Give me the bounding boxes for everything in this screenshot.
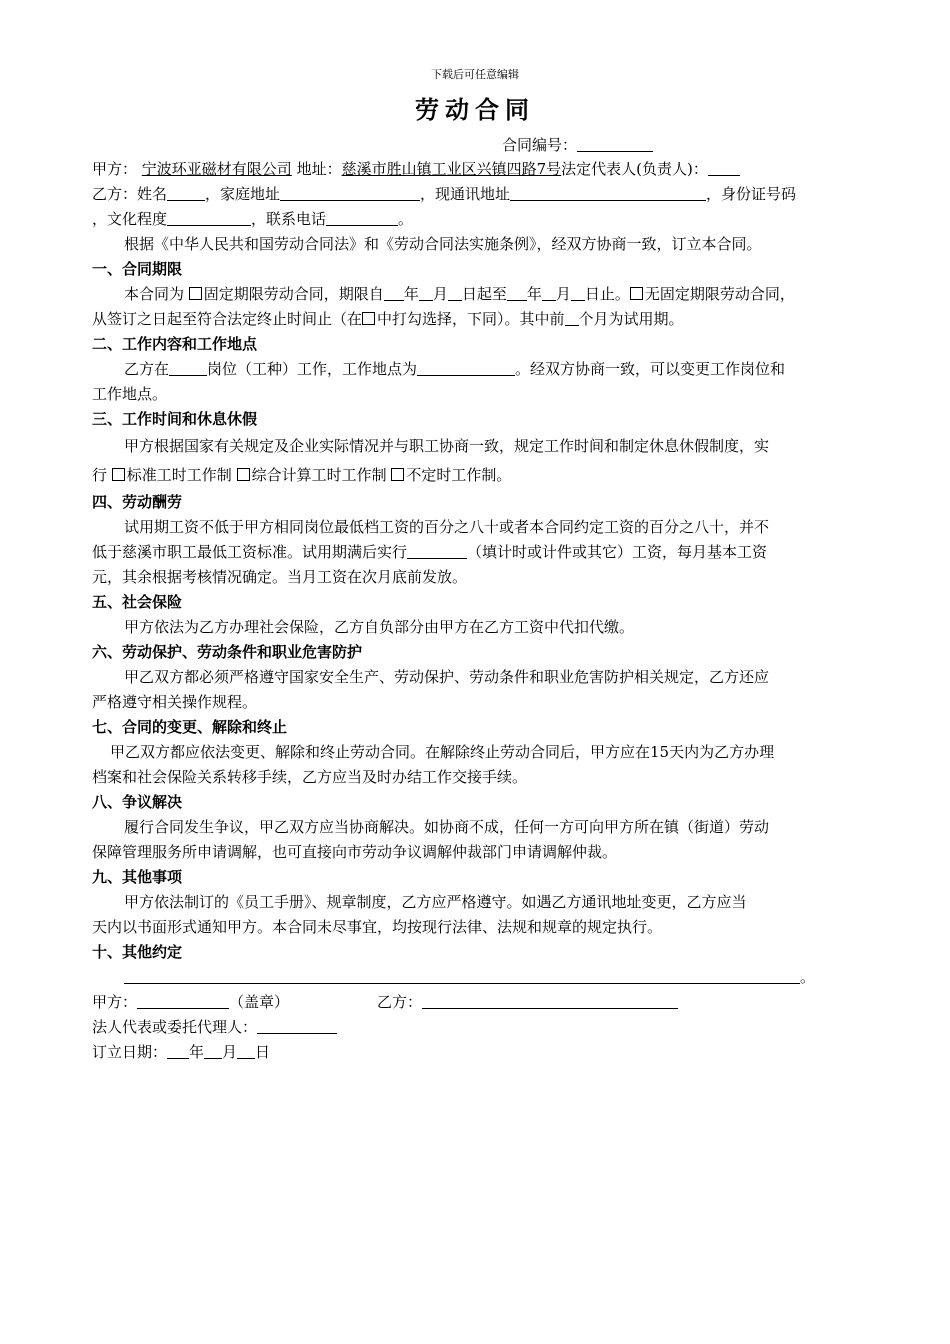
text: 。 <box>800 968 816 986</box>
text: 无固定期限劳动合同， <box>644 285 795 303</box>
section-2-line-1 <box>92 357 862 382</box>
blank <box>542 284 556 301</box>
blank <box>237 1042 255 1059</box>
text: 中打勾选择，下同）。其中前 <box>377 310 565 328</box>
comprehensive-hours-checkbox[interactable] <box>237 468 250 481</box>
text: 月 <box>555 285 571 303</box>
party-b-sign-blank <box>422 992 678 1009</box>
standard-hours-checkbox[interactable] <box>112 468 125 481</box>
text: （填计时或计件或其它）工资，每月基本工资 <box>467 543 768 561</box>
blank <box>407 542 467 559</box>
section-7-title: 七、合同的变更、解除和终止 <box>92 718 288 736</box>
section-7-line-2: 档案和社会保险关系转移手续，乙方应当及时办结工作交接手续。 <box>92 768 528 786</box>
text: 固定期限劳动合同，期限自 <box>203 285 384 303</box>
section-8-line-2: 保障管理服务所申请调解，也可直接向市劳动争议调解仲裁部门申请调解仲裁。 <box>92 843 618 861</box>
section-4-line-2 <box>92 540 862 565</box>
party-a-label: 甲方： <box>92 160 138 178</box>
checkbox-example-icon <box>362 312 375 325</box>
section-9-line-2: 天内以书面形式通知甲方。本合同未尽事宜，均按现行法律、法规和规章的规定执行。 <box>92 918 663 936</box>
flexible-hours-checkbox[interactable] <box>391 468 404 481</box>
intro-paragraph: 根据《中华人民共和国劳动合同法》和《劳动合同法实施条例》，经双方协商一致，订立本合同。 <box>124 235 762 253</box>
party-a-company: 宁波环亚磁材有限公司 <box>141 160 292 178</box>
seal-label: （盖章） <box>229 993 290 1011</box>
text: 个月为试用期。 <box>578 310 684 328</box>
blank <box>167 1042 189 1059</box>
blank <box>417 359 515 376</box>
party-b-education-blank <box>167 209 251 226</box>
contract-number <box>502 134 653 155</box>
text: 年 <box>403 285 419 303</box>
section-4-line-1: 试用期工资不低于甲方相同岗位最低档工资的百分之八十或者本合同约定工资的百分之八十，并不 <box>124 518 770 536</box>
section-2-line-2: 工作地点。 <box>92 385 168 403</box>
blank <box>169 359 207 376</box>
party-b-sign-label: 乙方： <box>377 993 423 1011</box>
text: 。经双方协商一致，可以变更工作岗位和 <box>515 360 786 378</box>
blank <box>384 284 404 301</box>
section-8-line-1: 履行合同发生争议，甲乙双方应当协商解决。如协商不成，任何一方可向甲方所在镇（街道）劳动 <box>124 818 770 836</box>
party-a-rep-label: 法定代表人(负责人)： <box>561 160 708 178</box>
header-note: 下载后可任意编辑 <box>431 68 519 81</box>
text: 标准工时工作制 <box>126 466 232 484</box>
section-1-line-2 <box>92 307 862 332</box>
representative-blank <box>257 1017 337 1034</box>
text: 日 <box>255 1043 271 1061</box>
representative-line <box>92 1015 862 1040</box>
party-a-sign-label: 甲方： <box>92 993 138 1011</box>
contract-number-blank <box>577 135 653 152</box>
party-b-name-label: 乙方：姓名 <box>92 185 168 203</box>
section-9-line-1: 甲方依法制订的《员工手册》、规章制度，乙方应严格遵守。如遇乙方通讯地址变更，乙方应当 <box>124 893 747 911</box>
text: 从签订之日起至符合法定终止时间止（在 <box>92 310 363 328</box>
open-term-checkbox[interactable] <box>630 287 643 300</box>
contract-number-label: 合同编号： <box>502 136 578 154</box>
section-5-line-1: 甲方依法为乙方办理社会保险，乙方自负部分由甲方在乙方工资中代扣代缴。 <box>124 618 635 636</box>
party-b-line-2 <box>92 207 862 232</box>
party-a-address-label: 地址： <box>296 160 342 178</box>
section-3-line-2 <box>92 461 862 490</box>
party-b-phone-label: ，联系电话 <box>251 210 327 228</box>
section-4-line-3: 元，其余根据考核情况确定。当月工资在次月底前发放。 <box>92 568 468 586</box>
party-b-name-blank <box>167 184 205 201</box>
section-10-title: 十、其他约定 <box>92 943 183 961</box>
party-b-line-1 <box>92 182 862 207</box>
section-8-title: 八、争议解决 <box>92 793 183 811</box>
fixed-term-checkbox[interactable] <box>189 287 202 300</box>
page-title: 劳动合同 <box>415 95 535 124</box>
party-b-id-label: ，身份证号码 <box>706 185 797 203</box>
text: 低于慈溪市职工最低工资标准。试用期满后实行 <box>92 543 408 561</box>
section-6-title: 六、劳动保护、劳动条件和职业危害防护 <box>92 643 363 661</box>
section-10-line-1 <box>92 965 862 990</box>
text: 月 <box>222 1043 238 1061</box>
section-1-line-1 <box>92 282 862 307</box>
text: 本合同为 <box>124 285 185 303</box>
text: 日止。 <box>584 285 630 303</box>
party-a-sign-blank <box>137 992 229 1009</box>
party-a-address: 慈溪市胜山镇工业区兴镇四路7号 <box>341 160 562 178</box>
party-b-end-mark: 。 <box>398 210 414 228</box>
text: 日起至 <box>461 285 507 303</box>
sign-date-label: 订立日期： <box>92 1043 168 1061</box>
party-b-home-address-label: ，家庭地址 <box>205 185 281 203</box>
text: 乙方在 <box>124 360 170 378</box>
text: 年 <box>526 285 542 303</box>
section-3-line-1: 甲方根据国家有关规定及企业实际情况并与职工协商一致，规定工作时间和制定休息休假制度，实 <box>124 437 770 455</box>
text: 年 <box>189 1043 205 1061</box>
contract-body <box>92 157 862 1065</box>
party-b-mail-address-blank <box>510 184 706 201</box>
party-b-mail-address-label: ，现通讯地址 <box>420 185 511 203</box>
blank <box>565 309 579 326</box>
blank <box>507 284 527 301</box>
party-a-rep-blank <box>708 159 740 176</box>
text: 综合计算工时工作制 <box>251 466 387 484</box>
blank <box>448 284 462 301</box>
section-4-title: 四、劳动酬劳 <box>92 493 183 511</box>
text: 行 <box>92 466 108 484</box>
representative-label: 法人代表或委托代理人： <box>92 1018 258 1036</box>
text: 月 <box>432 285 448 303</box>
section-9-title: 九、其他事项 <box>92 868 183 886</box>
party-a-line <box>92 157 862 182</box>
other-terms-blank <box>124 967 800 984</box>
section-6-line-1: 甲乙双方都必须严格遵守国家安全生产、劳动保护、劳动条件和职业危害防护相关规定，乙方还应 <box>124 668 770 686</box>
party-b-education-label: ，文化程度 <box>92 210 168 228</box>
section-2-title: 二、工作内容和工作地点 <box>92 335 258 353</box>
party-b-phone-blank <box>326 209 398 226</box>
signature-line <box>92 990 862 1015</box>
section-6-line-2: 严格遵守相关操作规程。 <box>92 693 258 711</box>
section-7-line-1: 甲乙双方都应依法变更、解除和终止劳动合同。在解除终止劳动合同后，甲方应在15天内为乙方办理 <box>110 743 775 761</box>
blank <box>419 284 433 301</box>
text: 不定时工作制。 <box>406 466 512 484</box>
section-5-title: 五、社会保险 <box>92 593 183 611</box>
blank <box>204 1042 222 1059</box>
sign-date-line <box>92 1040 862 1065</box>
party-b-home-address-blank <box>280 184 420 201</box>
section-3-title: 三、工作时间和休息休假 <box>92 410 258 428</box>
blank <box>571 284 585 301</box>
section-1-title: 一、合同期限 <box>92 260 183 278</box>
text: 岗位（工种）工作，工作地点为 <box>207 360 418 378</box>
